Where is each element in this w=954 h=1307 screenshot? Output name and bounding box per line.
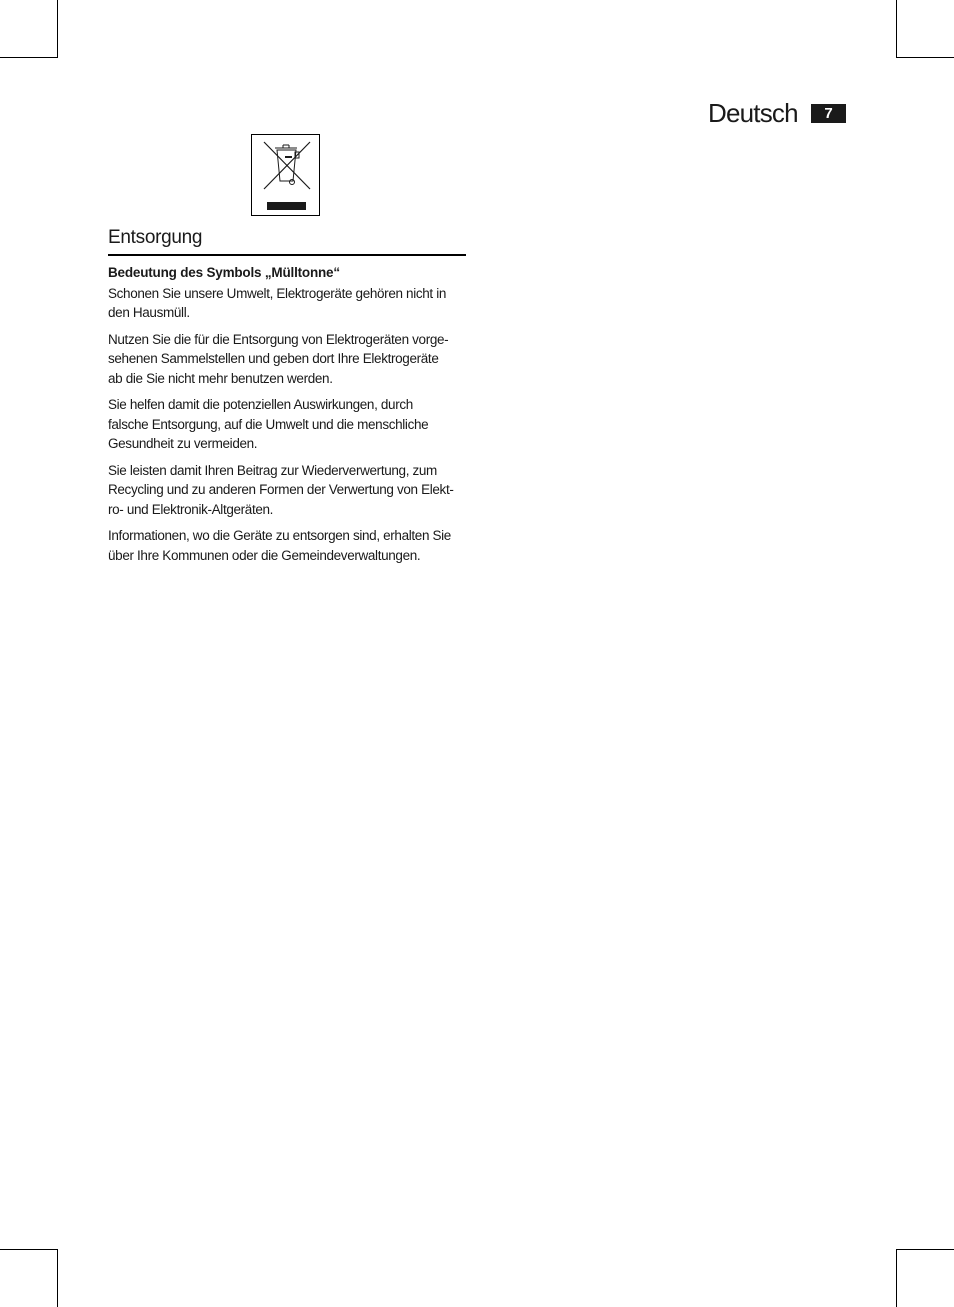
crop-mark-bottom-right-horizontal [897, 1249, 954, 1250]
paragraph-line: Recycling und zu anderen Formen der Verwertung von Elekt- [108, 482, 454, 497]
language-heading: Deutsch [708, 98, 798, 128]
section-title: Entsorgung [108, 227, 203, 248]
crop-mark-top-right-vertical [896, 0, 897, 58]
paragraph-3 [108, 395, 466, 454]
paragraph-1 [108, 284, 466, 323]
weee-symbol-box [251, 134, 320, 216]
crossed-out-wheelie-bin-icon [252, 135, 319, 215]
section-divider [108, 254, 466, 256]
crop-mark-top-right-horizontal [897, 57, 954, 58]
paragraph-line: den Hausmüll. [108, 305, 190, 320]
disposal-section [108, 224, 466, 572]
paragraph-line: sehenen Sammelstellen und geben dort Ihre Elektrogeräte [108, 351, 439, 366]
paragraph-line: über Ihre Kommunen oder die Gemeindeverwaltungen. [108, 547, 421, 563]
paragraph-4 [108, 461, 466, 520]
paragraph-5 [108, 526, 466, 565]
crop-mark-bottom-right-vertical [896, 1249, 897, 1307]
paragraph-line: Sie leisten damit Ihren Beitrag zur Wiederverwertung, zum [108, 462, 437, 478]
page-number: 7 [811, 104, 846, 123]
section-subheading: Bedeutung des Symbols „Mülltonne“ [108, 264, 340, 280]
paragraph-2 [108, 330, 466, 389]
crop-mark-top-left-vertical [57, 0, 58, 58]
crop-mark-bottom-left-vertical [57, 1249, 58, 1307]
paragraph-line: ro- und Elektronik-Altgeräten. [108, 501, 274, 517]
paragraph-line: falsche Entsorgung, auf die Umwelt und die menschliche [108, 416, 429, 432]
paragraph-line: Informationen, wo die Geräte zu entsorgen sind, erhalten Sie [108, 528, 451, 543]
crop-mark-bottom-left-horizontal [0, 1249, 57, 1250]
crop-mark-top-left-horizontal [0, 57, 57, 58]
paragraph-line: Gesundheit zu vermeiden. [108, 436, 258, 451]
paragraph-line: Sie helfen damit die potenziellen Auswirkungen, durch [108, 397, 413, 412]
paragraph-line: Nutzen Sie die für die Entsorgung von Elektrogeräten vorge- [108, 331, 449, 347]
paragraph-line: ab die Sie nicht mehr benutzen werden. [108, 370, 333, 386]
paragraph-line: Schonen Sie unsere Umwelt, Elektrogeräte gehören nicht in [108, 285, 447, 301]
